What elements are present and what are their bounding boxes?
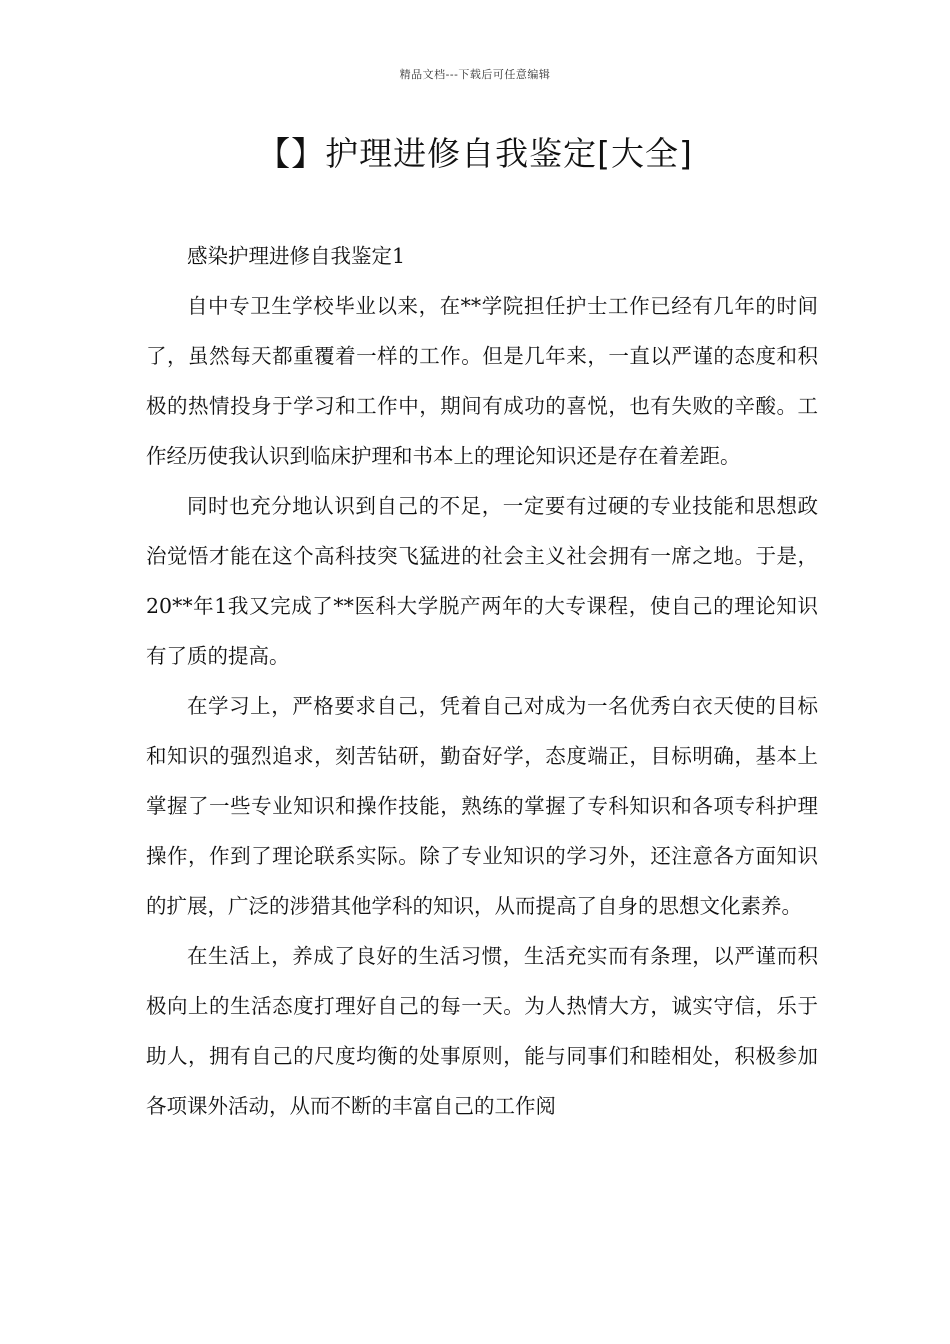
document-title: 【】护理进修自我鉴定[大全] xyxy=(257,134,693,173)
header-note: 精品文档---下载后可任意编辑 xyxy=(399,68,551,81)
paragraph-1: 自中专卫生学校毕业以来，在**学院担任护士工作已经有几年的时间了，虽然每天都重覆着一样的工作。但是几年来，一直以严谨的态度和积极的热情投身于学习和工作中，期间有成功的喜悦，也有失败的辛酸。工作经历使我认识到临床护理和书本上的理论知识还是存在着差距。 xyxy=(146,294,818,468)
document-body xyxy=(146,231,818,1131)
paragraph-3: 在学习上，严格要求自己，凭着自己对成为一名优秀白衣天使的目标和知识的强烈追求，刻苦钻研，勤奋好学，态度端正，目标明确，基本上掌握了一些专业知识和操作技能，熟练的掌握了专科知识和各项专科护理操作，作到了理论联系实际。除了专业知识的学习外，还注意各方面知识的扩展，广泛的涉猎其他学科的知识，从而提高了自身的思想文化素养。 xyxy=(146,694,818,918)
paragraph-4: 在生活上，养成了良好的生活习惯，生活充实而有条理，以严谨而积极向上的生活态度打理好自己的每一天。为人热情大方，诚实守信，乐于助人，拥有自己的尺度均衡的处事原则，能与同事们和睦相处，积极参加各项课外活动，从而不断的丰富自己的工作阅 xyxy=(146,944,818,1118)
section-heading: 感染护理进修自我鉴定1 xyxy=(187,244,406,268)
paragraph-2: 同时也充分地认识到自己的不足，一定要有过硬的专业技能和思想政治觉悟才能在这个高科技突飞猛进的社会主义社会拥有一席之地。于是，20**年1我又完成了**医科大学脱产两年的大专课程，使自己的理论知识有了质的提高。 xyxy=(146,494,818,668)
